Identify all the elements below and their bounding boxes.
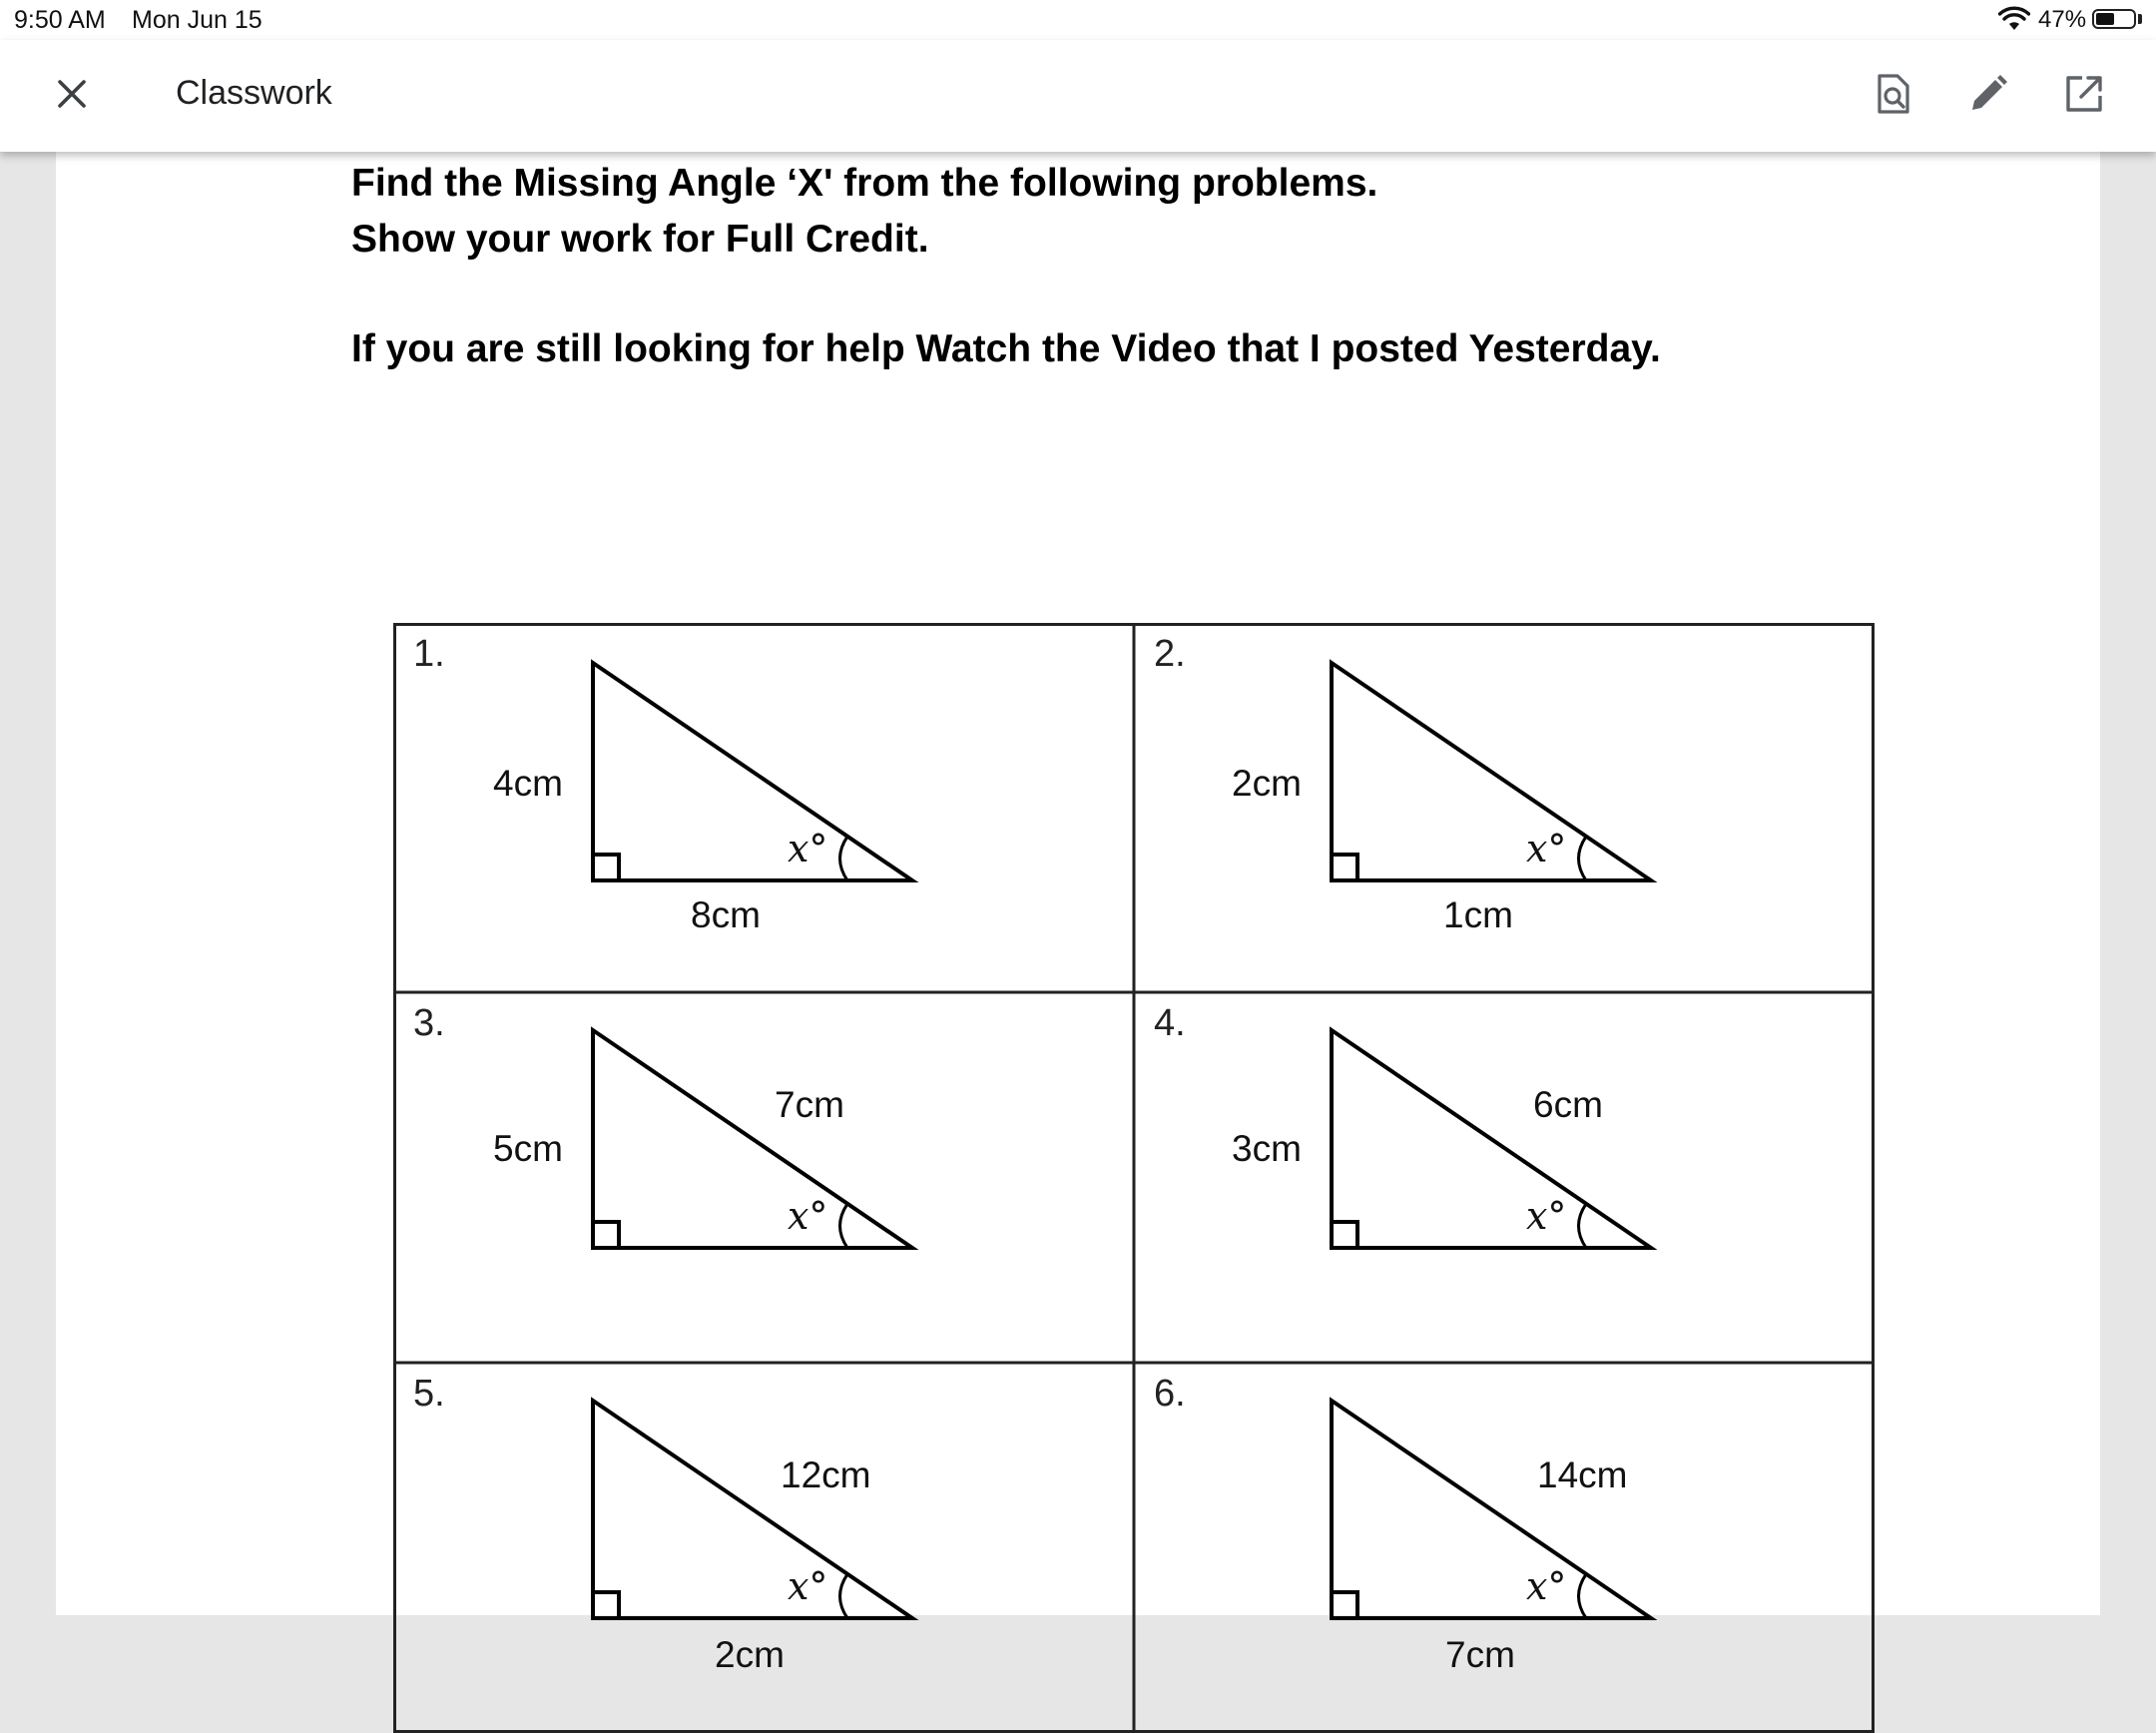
problem-6 (1134, 1363, 1875, 1732)
battery-tip (2138, 14, 2142, 24)
vertical-side-label: 2cm (1232, 763, 1302, 804)
status-time: 9:50 AM (14, 6, 106, 34)
problem-number: 6. (1154, 1373, 1186, 1415)
problem-number: 2. (1154, 633, 1186, 675)
hypotenuse-label: 14cm (1537, 1454, 1628, 1495)
triangle-diagram (1134, 1363, 1875, 1732)
problem-5 (393, 1363, 1134, 1732)
base-side-label: 1cm (1443, 894, 1513, 935)
problem-number: 4. (1154, 1002, 1186, 1044)
pencil-icon[interactable] (1966, 72, 2010, 116)
triangle-diagram (393, 1363, 1134, 1732)
angle-x-label: x° (788, 1194, 828, 1238)
angle-x-label: x° (1526, 1194, 1567, 1238)
hypotenuse-label: 7cm (775, 1084, 844, 1125)
open-in-new-icon[interactable] (2062, 72, 2106, 116)
problem-number: 3. (413, 1002, 445, 1044)
status-date: Mon Jun 15 (132, 6, 263, 34)
battery-percent: 47% (2038, 6, 2087, 33)
angle-x-label: x° (1526, 827, 1567, 870)
triangle-diagram (393, 992, 1134, 1362)
instruction-line-3: If you are still looking for help Watch the Video that I posted Yesterday. (351, 327, 1661, 370)
triangle-diagram (1134, 992, 1875, 1362)
status-bar (0, 0, 2156, 40)
angle-x-label: x° (788, 1564, 828, 1608)
vertical-side-label: 4cm (493, 763, 563, 804)
vertical-side-label: 5cm (493, 1128, 563, 1169)
problem-grid (393, 623, 1875, 1733)
base-side-label: 2cm (715, 1634, 785, 1675)
angle-x-label: x° (788, 827, 828, 870)
vertical-side-label: 3cm (1232, 1128, 1302, 1169)
document-page (56, 152, 2100, 1675)
instruction-line-1: Find the Missing Angle ‘X' from the following problems. (351, 162, 1378, 205)
problem-number: 5. (413, 1373, 445, 1415)
base-side-label: 7cm (1445, 1634, 1515, 1675)
wifi-icon (1998, 6, 2030, 32)
problem-number: 1. (413, 633, 445, 675)
hypotenuse-label: 6cm (1533, 1084, 1603, 1125)
find-in-page-icon[interactable] (1871, 72, 1914, 116)
base-side-label: 8cm (691, 894, 761, 935)
app-bar (0, 40, 2156, 152)
triangle-diagram (1134, 623, 1875, 992)
problem-3 (393, 992, 1134, 1362)
hypotenuse-label: 12cm (781, 1454, 871, 1495)
triangle-diagram (393, 623, 1134, 992)
problem-4 (1134, 992, 1875, 1362)
battery-icon (2092, 9, 2136, 29)
close-icon[interactable] (50, 72, 94, 116)
instruction-line-2: Show your work for Full Credit. (351, 218, 929, 261)
problem-2 (1134, 623, 1875, 992)
angle-x-label: x° (1526, 1564, 1567, 1608)
page-title: Classwork (176, 74, 332, 112)
problem-1 (393, 623, 1134, 992)
